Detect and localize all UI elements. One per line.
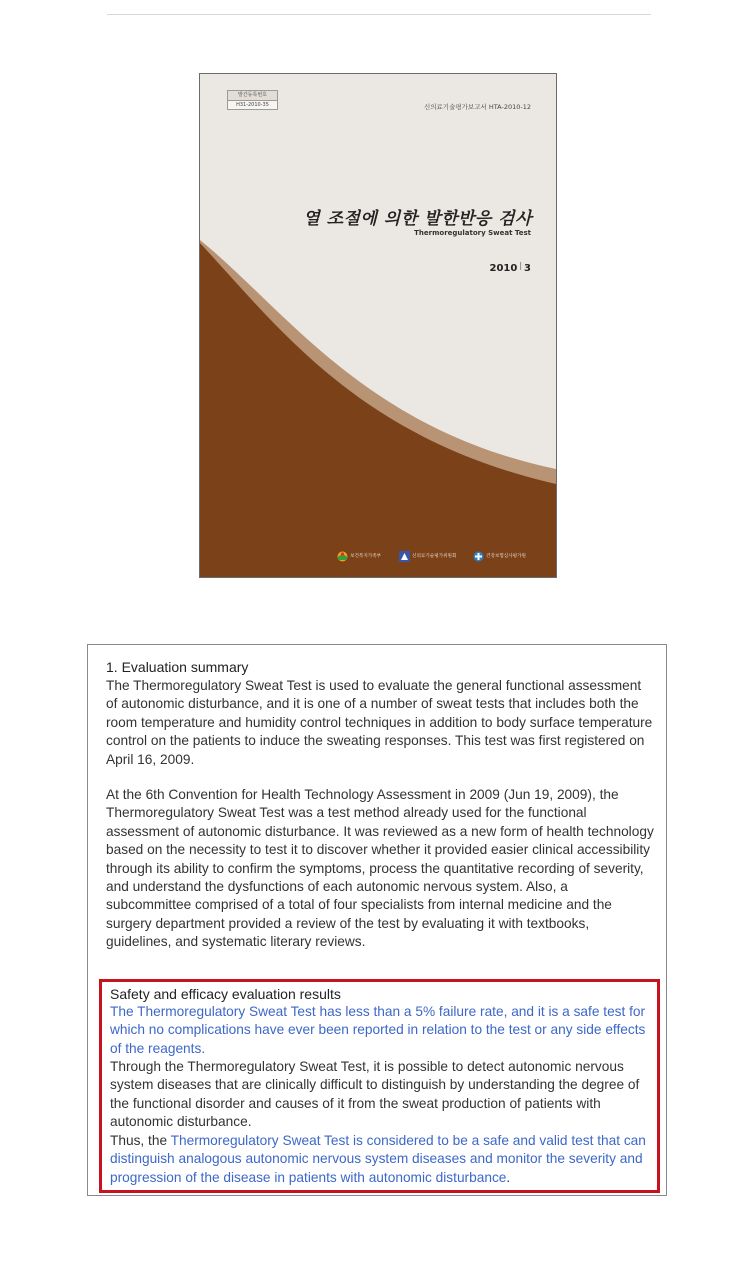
conclusion-prefix: Thus, the (110, 1133, 171, 1148)
hira-logo (473, 549, 526, 563)
cover-date-separator: | (519, 261, 523, 270)
summary-title: 1. Evaluation summary (106, 659, 249, 675)
report-series: 신의료기술평가보고서 HTA-2010-12 (423, 103, 531, 111)
cover-wave-graphic (200, 74, 556, 577)
committee-logo (399, 549, 456, 563)
conclusion-text (110, 1132, 656, 1187)
safety-efficacy-title: Safety and efficacy evaluation results (110, 986, 341, 1002)
publication-number: H31-2010-35 (227, 100, 278, 110)
summary-paragraph-1: The Thermoregulatory Sweat Test is used to evaluate the general functional assessment of autonomic disturbance, and it is one of a number of sweat tests that includes both the room temperature and humidity control techniques in addition to body surface temperature control on the patients to induce the sweating responses. This test was first registered on April 16, 2009. (106, 678, 653, 767)
ministry-logo (337, 549, 381, 563)
cover-title-english: Thermoregulatory Sweat Test (414, 229, 531, 237)
safety-result-text: The Thermoregulatory Sweat Test has less than a 5% failure rate, and it is a safe test for which no complications have ever been reported in relation to the test or any side effects of the reagents. (110, 1004, 646, 1056)
safety-efficacy-box (99, 979, 660, 1193)
cover-date-year: 2010 (489, 263, 518, 274)
conclusion-suffix: . (506, 1169, 511, 1185)
conclusion-emphasis: Thermoregulatory Sweat Test is considered to be a safe and valid test that can distinguish analogous autonomic nervous system diseases and monitor the severity and progression of the disease in patients with autonomic disturbance (110, 1133, 646, 1185)
sponsor-logos (337, 549, 537, 563)
cover-title-korean: 열 조절에 의한 발한반응 검사 (303, 209, 532, 229)
cover-date-month: 3 (524, 263, 531, 274)
ministry-emblem-icon (337, 551, 348, 562)
committee-emblem-icon (399, 551, 410, 562)
hira-logo-text: 건강보험심사평가원 (486, 554, 526, 559)
committee-logo-text: 신의료기술평가위원회 (412, 554, 457, 559)
top-divider (107, 14, 651, 15)
publication-number-box (227, 90, 278, 110)
hira-emblem-icon (473, 551, 484, 562)
report-cover (199, 73, 557, 578)
ministry-logo-text: 보건복지가족부 (350, 554, 382, 559)
cover-date (489, 263, 531, 274)
evaluation-summary-box (87, 644, 667, 1196)
publication-number-label: 발간등록번호 (227, 90, 278, 100)
detection-text: Through the Thermoregulatory Sweat Test, it is possible to detect autonomic nervous system diseases that are clinically difficult to distinguish by understanding the degree of the functional disorder and causes of it from the sweat production of patients with autonomic disturbance. (110, 1059, 640, 1130)
summary-paragraph-2: At the 6th Convention for Health Technology Assessment in 2009 (Jun 19, 2009), the Thermoregulatory Sweat Test was a test method already used for the functional assessment of autonomic disturbance. It was reviewed as a new form of health technology based on the necessity to test it to discover whether it provided easier clinical accessibility through its ability to confirm the symptoms, process the quantitative recording of severity, and understand the dysfunctions of each autonomic nervous system. Also, a subcommittee comprised of a total of four specialists from internal medicine and the surgery department provided a review of the test by evaluating it with textbooks, guidelines, and systematic literary reviews. (106, 787, 654, 950)
